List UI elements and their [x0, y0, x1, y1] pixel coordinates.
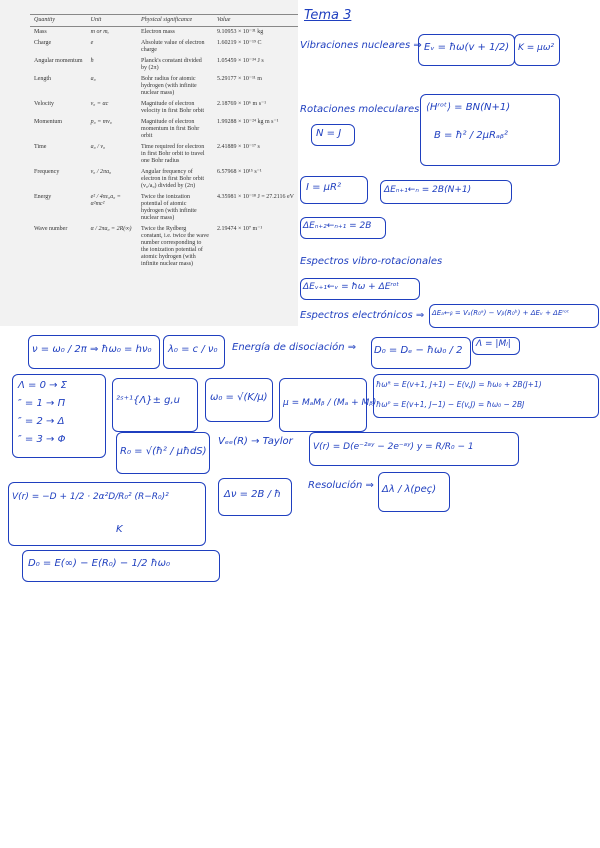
- dissoc-label: Energía de disociación ⇒: [232, 342, 357, 353]
- vib-equation: Eᵥ = ħω(v + 1/2): [424, 42, 510, 53]
- cell-quantity: Frequency: [34, 169, 60, 175]
- elec-eq: ΔEₐ←ᵦ = Vₐ(R₀ᵃ) − Vᵦ(R₀ᵇ) + ΔEᵥ + ΔEʳᵒᵗ: [432, 309, 570, 317]
- mu-eq: μ = MₐMᵦ / (Mₐ + Mᵦ): [283, 398, 377, 408]
- term-symbol: ²ˢ⁺¹{Λ}± g,u: [116, 395, 181, 406]
- cell-unit: m or mₑ: [90, 29, 110, 35]
- table-row: [30, 167, 298, 192]
- cell-significance: Absolute value of electron charge: [141, 40, 205, 53]
- table-header-row: [30, 15, 298, 27]
- cell-value: 5.29177 × 10⁻¹¹ m: [217, 76, 262, 82]
- cell-significance: Electron mass: [141, 29, 175, 35]
- table-row: [30, 27, 298, 39]
- cell-quantity: Mass: [34, 29, 47, 35]
- cell-unit: e² / 4πε₀a₀ = α²mc²: [90, 194, 121, 207]
- cell-unit: e: [90, 40, 94, 46]
- lambda-list-0: Λ = 0 → Σ: [18, 380, 67, 391]
- units-table-scan: [0, 0, 298, 326]
- taylor-note: Vₑₑ(R) → Taylor: [218, 436, 293, 447]
- cell-value: 1.99288 × 10⁻²⁴ kg m s⁻¹: [217, 119, 279, 125]
- cell-value: 2.18769 × 10⁶ m s⁻¹: [217, 101, 266, 107]
- cell-unit: v₀ / 2πa₀: [90, 169, 112, 175]
- cell-significance: Time required for electron in first Bohr orbit to travel one Bohr radius: [141, 144, 205, 164]
- lambda-ml-eq: Λ = |Mₗ|: [476, 339, 511, 349]
- cell-value: 1.05459 × 10⁻³⁴ J s: [217, 58, 264, 64]
- branch-p: ħωᴾ = E(v+1, J−1) − E(v,J) = ħω₀ − 2BJ: [376, 400, 525, 409]
- vib-label: Vibraciones nucleares ⇒: [300, 40, 422, 51]
- table-row: [30, 56, 298, 74]
- header-value: Value: [213, 15, 298, 27]
- cell-value: 9.10953 × 10⁻³¹ kg: [217, 29, 264, 35]
- cell-quantity: Time: [34, 144, 47, 150]
- cell-quantity: Momentum: [34, 119, 62, 125]
- delta-rot2-eq: ΔEₙ₊₂←ₙ₊₁ = 2B: [303, 221, 372, 231]
- cell-quantity: Wave number: [34, 226, 68, 232]
- table-body: [30, 27, 298, 271]
- cell-significance: Magnitude of electron velocity in first Bohr orbit: [141, 101, 205, 114]
- atomic-units-table: [30, 14, 298, 270]
- lambda-eq: λ₀ = c / ν₀: [168, 344, 218, 355]
- cell-significance: Magnitude of electron momentum in first Bohr orbit: [141, 119, 200, 139]
- table-row: [30, 74, 298, 99]
- lambda-list-1: ″ = 1 → Π: [18, 398, 66, 409]
- cell-quantity: Velocity: [34, 101, 54, 107]
- dnu-eq: Δν = 2B / ħ: [224, 489, 282, 500]
- rot-eq1: ⟨Hʳᵒᵗ⟩ = BN(N+1): [426, 102, 511, 113]
- cell-significance: Planck's constant divided by (2π): [141, 58, 202, 71]
- delta-rot-eq: ΔEₙ₊₁←ₙ = 2B(N+1): [384, 185, 472, 195]
- cell-value: 2.19474 × 10⁷ m⁻¹: [217, 226, 263, 232]
- header-quantity: Quantity: [30, 15, 87, 27]
- vib-k-equation: K = μω²: [518, 43, 555, 53]
- table-row: [30, 224, 298, 270]
- cell-value: 6.57968 × 10¹⁵ s⁻¹: [217, 169, 262, 175]
- lambda-list-2: ″ = 2 → Δ: [18, 416, 65, 427]
- freq-eq: ν = ω₀ / 2π ⇒ ħω₀ = hν₀: [32, 344, 152, 355]
- table-row: [30, 117, 298, 142]
- dissoc-eq: D₀ = Dₑ − ħω₀ / 2: [374, 345, 463, 356]
- resol-label: Resolución ⇒: [308, 480, 374, 491]
- vr-k: K: [116, 524, 123, 535]
- rot-label: Rotaciones moleculares: [300, 104, 420, 115]
- table-row: [30, 99, 298, 117]
- branch-r: ħωᴿ = E(v+1, J+1) − E(v,J) = ħω₀ + 2B(J+1): [376, 380, 542, 389]
- omega-eq: ω₀ = √(K/μ): [210, 392, 268, 403]
- table-row: [30, 38, 298, 56]
- cell-quantity: Energy: [34, 194, 52, 200]
- rot-n: N = J: [316, 128, 342, 139]
- header-unit: Unit: [87, 15, 137, 27]
- rot-eq2: B = ħ² / 2μRₐᵦ²: [434, 130, 508, 141]
- resol-eq: Δλ / λ(peç): [382, 484, 437, 495]
- vibrot-label: Espectros vibro-rotacionales: [300, 256, 443, 267]
- cell-value: 2.41889 × 10⁻¹⁷ s: [217, 144, 260, 150]
- cell-significance: Bohr radius for atomic hydrogen (with infinite nuclear mass): [141, 76, 197, 96]
- cell-unit: v₀ = αc: [90, 101, 109, 107]
- vibrot-eq: ΔEᵥ₊₁←ᵥ = ħω + ΔEʳᵒᵗ: [303, 282, 400, 292]
- morse-eq: V(r) = D(e⁻²ᵃʸ − 2e⁻ᵃʸ) y = R/R₀ − 1: [313, 442, 474, 452]
- cell-unit: a₀ / v₀: [90, 144, 106, 150]
- cell-quantity: Charge: [34, 40, 52, 46]
- d0-eq: D₀ = E(∞) − E(R₀) − 1/2 ħω₀: [28, 558, 171, 569]
- lambda-list-3: ″ = 3 → Φ: [18, 434, 66, 445]
- cell-significance: Twice the Rydberg constant, i.e. twice the wave number corresponding to the ionization potential of atomic hydrogen (with infinite nuclear mass): [141, 226, 209, 267]
- table-row: [30, 142, 298, 167]
- cell-unit: α / 2πa₀ = 2R(∞): [90, 226, 132, 232]
- header-significance: Physical significance: [137, 15, 213, 27]
- cell-unit: a₀: [90, 76, 96, 82]
- cell-unit: p₀ = mv₀: [90, 119, 112, 125]
- cell-unit: ħ: [90, 58, 94, 64]
- elec-label: Espectros electrónicos ⇒: [300, 310, 425, 321]
- inertia-eq: I = μR²: [306, 182, 342, 193]
- table-row: [30, 192, 298, 224]
- cell-significance: Angular frequency of electron in first Bohr orbit (v₀/a₀) divided by (2π): [141, 169, 205, 189]
- cell-quantity: Length: [34, 76, 51, 82]
- cell-quantity: Angular momentum: [34, 58, 83, 64]
- r0-eq: R₀ = √(ħ² / μħdS): [120, 446, 207, 457]
- vr-eq: V(r) = −D + 1/2 · 2α²D/R₀² (R−R₀)²: [12, 492, 169, 502]
- cell-value: 4.35981 × 10⁻¹⁸ J = 27.2116 eV: [217, 194, 294, 200]
- notes-title: Tema 3: [304, 8, 352, 23]
- cell-significance: Twice the ionization potential of atomic hydrogen (with infinite nuclear mass): [141, 194, 197, 221]
- cell-value: 1.60219 × 10⁻¹⁹ C: [217, 40, 262, 46]
